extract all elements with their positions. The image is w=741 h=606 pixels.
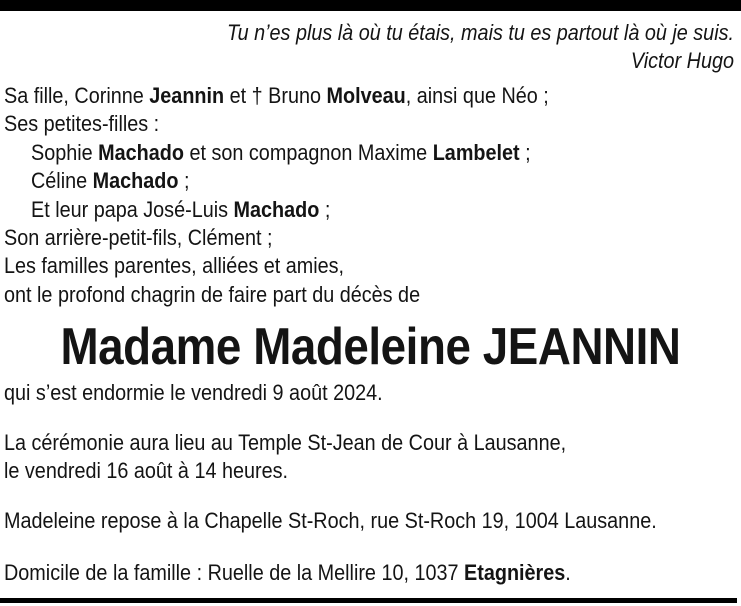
- text-segment: ;: [178, 168, 190, 194]
- family-line-daughter: [4, 82, 549, 110]
- text-segment: .: [565, 560, 571, 585]
- text-segment: Et leur papa José-Luis: [31, 196, 234, 222]
- domicile-line: [4, 559, 571, 587]
- top-black-bar: [0, 0, 741, 11]
- text-segment: Sophie: [31, 139, 99, 165]
- text-segment: Ses petites-filles :: [4, 111, 160, 137]
- text-segment: et son compagnon Maxime: [183, 139, 433, 165]
- family-block: [4, 82, 623, 309]
- surname-bold: Machado: [98, 139, 184, 165]
- ceremony-line-place: La cérémonie aura lieu au Temple St-Jean de Cour à Lausanne,: [4, 430, 567, 455]
- surname-bold: Jeannin: [149, 83, 225, 108]
- text-segment: , ainsi que Néo ;: [405, 83, 549, 108]
- text-segment: ;: [519, 139, 531, 165]
- text-segment: Sa fille, Corinne: [4, 83, 150, 108]
- family-line-sophie: [31, 139, 552, 167]
- quote-block: [0, 19, 734, 76]
- quote-author: Victor Hugo: [630, 48, 734, 74]
- bottom-black-bar: [0, 598, 737, 603]
- family-line-announcement: [4, 281, 549, 309]
- family-line-granddaughters: [4, 110, 549, 138]
- ceremony-line-date: le vendredi 16 août à 14 heures.: [4, 458, 289, 484]
- text-segment: ;: [319, 196, 331, 222]
- surname-bold: Etagnières: [464, 560, 566, 585]
- family-line-greatgrandson: [4, 224, 549, 252]
- family-line-families: [4, 252, 549, 280]
- text-segment: Céline: [31, 168, 93, 194]
- surname-bold: Machado: [233, 196, 320, 222]
- text-segment: et † Bruno: [224, 83, 327, 108]
- repose-line: Madeleine repose à la Chapelle St-Roch, rue St-Roch 19, 1004 Lausanne.: [4, 508, 657, 533]
- text-segment: ont le profond chagrin de faire part du décès de: [4, 281, 421, 307]
- quote-text: Tu n’es plus là où tu étais, mais tu es partout là où je suis.: [226, 20, 734, 45]
- surname-bold: Machado: [92, 168, 179, 194]
- surname-bold: Molveau: [326, 83, 406, 108]
- text-segment: Domicile de la famille : Ruelle de la Mellire 10, 1037: [4, 560, 465, 585]
- ceremony-block: [4, 429, 643, 486]
- surname-bold: Lambelet: [432, 139, 520, 165]
- family-line-celine: [31, 167, 552, 195]
- death-date-line: qui s’est endormie le vendredi 9 août 2024.: [4, 380, 383, 405]
- text-segment: Les familles parentes, alliées et amies,: [4, 253, 345, 279]
- deceased-name-heading: Madame Madeleine JEANNIN: [60, 318, 681, 376]
- family-line-papa: [31, 196, 552, 224]
- text-segment: Son arrière-petit-fils, Clément ;: [4, 225, 273, 251]
